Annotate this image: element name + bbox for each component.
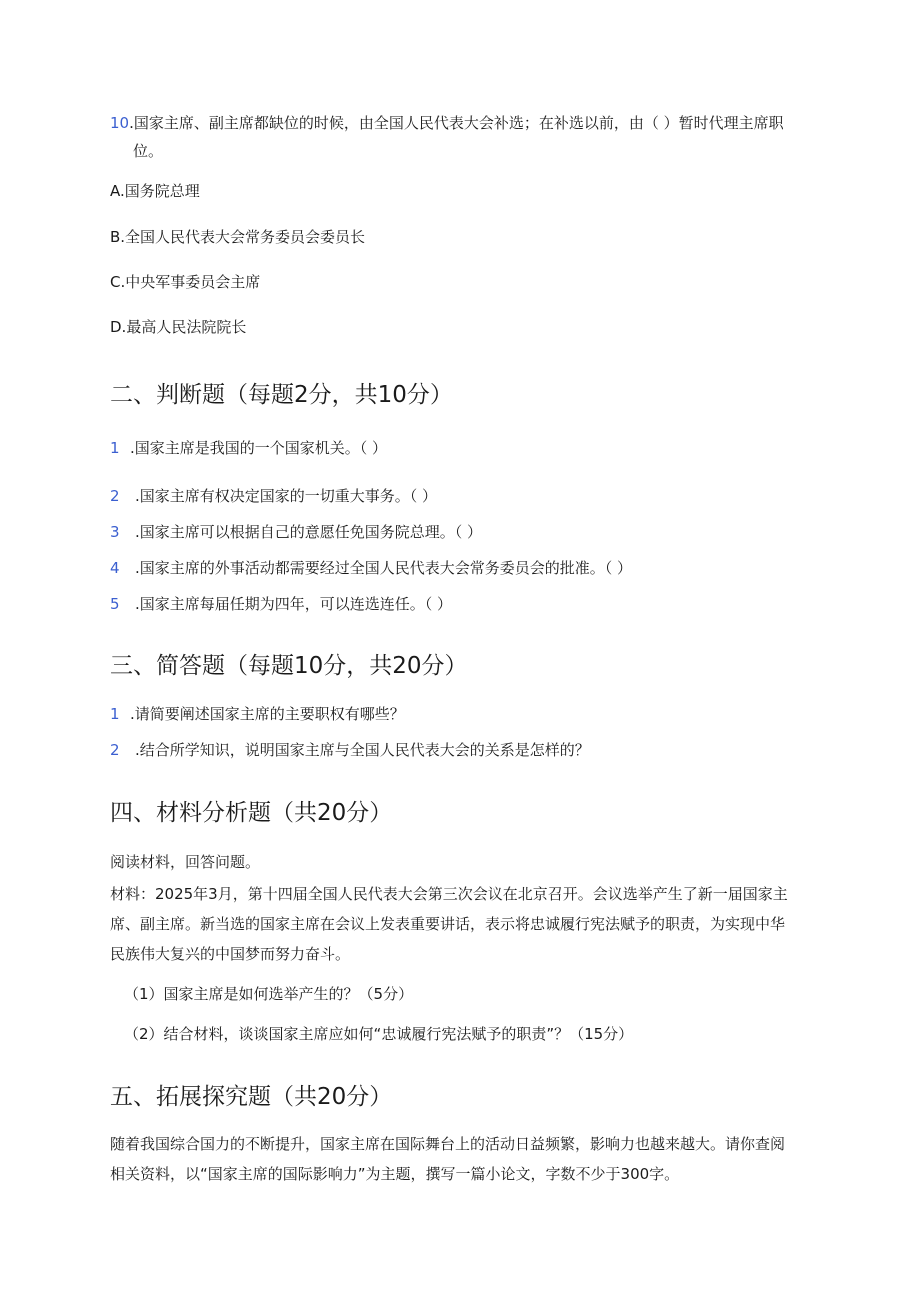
item-number: 2	[110, 741, 120, 759]
option-b: B.全国人民代表大会常务委员会委员长	[110, 228, 366, 246]
item-text: .国家主席是我国的一个国家机关。（ ）	[130, 439, 388, 457]
option-d: D.最高人民法院院长	[110, 318, 247, 336]
option-c: C.中央军事委员会主席	[110, 273, 261, 291]
material-question-1: （1）国家主席是如何选举产生的？（5分）	[124, 985, 414, 1003]
item-number: 3	[110, 523, 120, 541]
list-item	[110, 522, 482, 542]
item-text: .国家主席可以根据自己的意愿任免国务院总理。（ ）	[135, 523, 483, 541]
option-a: A.国务院总理	[110, 182, 200, 200]
section-5-heading: 五、拓展探究题（共20分）	[110, 1084, 393, 1110]
material-line: 民族伟大复兴的中国梦而努力奋斗。	[110, 945, 351, 963]
question-10-line2: 位。	[133, 142, 164, 160]
material-intro: 阅读材料，回答问题。	[110, 853, 261, 871]
item-text: .结合所学知识，说明国家主席与全国人民代表大会的关系是怎样的？	[135, 741, 590, 759]
list-item	[110, 486, 437, 506]
list-item	[110, 438, 387, 458]
question-10-line1	[110, 113, 784, 133]
material-line: 材料：2025年3月，第十四届全国人民代表大会第三次会议在北京召开。会议选举产生了新一届国家主	[110, 885, 788, 903]
explore-line: 随着我国综合国力的不断提升，国家主席在国际舞台上的活动日益频繁，影响力也越来越大。请你查阅	[110, 1135, 786, 1153]
list-item	[110, 558, 632, 578]
section-2-heading: 二、判断题（每题2分，共10分）	[110, 382, 453, 408]
item-text: .请简要阐述国家主席的主要职权有哪些？	[130, 705, 405, 723]
item-text: .国家主席每届任期为四年，可以连选连任。（ ）	[135, 595, 453, 613]
list-item	[110, 740, 590, 760]
item-number: 5	[110, 595, 120, 613]
item-text: .国家主席的外事活动都需要经过全国人民代表大会常务委员会的批准。（ ）	[135, 559, 633, 577]
section-4-heading: 四、材料分析题（共20分）	[110, 800, 393, 826]
section-3-heading: 三、简答题（每题10分，共20分）	[110, 653, 468, 679]
list-item	[110, 594, 452, 614]
explore-line: 相关资料，以“国家主席的国际影响力”为主题，撰写一篇小论文，字数不少于300字。	[110, 1165, 680, 1183]
item-number: 1	[110, 705, 120, 723]
material-line: 席、副主席。新当选的国家主席在会议上发表重要讲话，表示将忠诚履行宪法赋予的职责，为实现中华	[110, 915, 786, 933]
question-number: 10	[110, 114, 130, 132]
item-number: 2	[110, 487, 120, 505]
list-item	[110, 704, 405, 724]
item-number: 1	[110, 439, 120, 457]
item-text: .国家主席有权决定国家的一切重大事务。（ ）	[135, 487, 438, 505]
material-question-2: （2）结合材料，谈谈国家主席应如何“忠诚履行宪法赋予的职责”？（15分）	[124, 1025, 634, 1043]
item-number: 4	[110, 559, 120, 577]
question-text: .国家主席、副主席都缺位的时候，由全国人民代表大会补选；在补选以前，由（ ）暂时代理主席职	[129, 114, 784, 132]
